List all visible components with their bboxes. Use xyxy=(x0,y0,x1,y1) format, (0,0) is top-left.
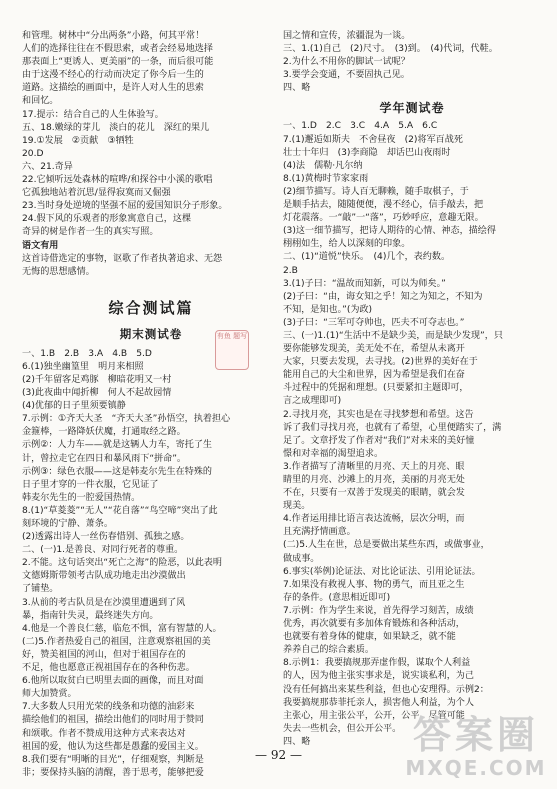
answer-line: 17.提示：结合自己的人生体验写。 xyxy=(22,109,164,120)
answer-line: 无悔的思想感情。 xyxy=(22,266,95,277)
answer-line: (4)优郁的日子里须要镇静 xyxy=(22,401,126,412)
watermark-text: 答案圈 xyxy=(412,713,539,757)
answer-line: 没有任何搞出来某些利益，但也心安理得。示例2： xyxy=(283,684,489,695)
answer-line: 8.示例1：我要搞规那弄虚作假，谋取个人利益 xyxy=(283,658,471,669)
answer-line: 四、略 xyxy=(283,736,311,747)
answer-line: 一、1.D 2.C 3.C 4.A 5.A 6.C xyxy=(283,121,438,132)
answer-line: 19.①发展 ②贡献 ③牺牲 xyxy=(22,135,134,146)
answer-line: (二)5.作者热爱自己的祖国，注意观察祖国的美 xyxy=(22,636,211,647)
answer-line: 灯花震落。一“敲”一“落”，巧妙呼应，意趣无限。 xyxy=(283,213,484,224)
answer-line: 6.(1)独坐幽篁里 明月来相照 xyxy=(22,361,144,372)
answer-line: 文德姆斯带领考古队成功地走出沙漠做出 xyxy=(22,571,186,582)
answer-line: 奇异的树是作者一生的真实写照。 xyxy=(22,227,159,238)
answer-line: 壮士十年归 (3)李商隐 却话巴山夜雨时 xyxy=(283,147,451,158)
answer-line: (2)子曰：“由，诲女知之乎！知之为知之，不知为 xyxy=(283,291,483,302)
answer-line: 国之情和宣传，浓疆混为一谈。 xyxy=(283,31,411,41)
answer-line: 2.寻找月亮，其实也是在寻找梦想和希望。这告 xyxy=(283,409,474,420)
answer-line: 和回忆。 xyxy=(22,96,59,107)
answer-line: 这首诗借选定的事物，讴歌了作者执著追求、无怨 xyxy=(22,253,223,264)
answer-line: 非；要保持头脑的清醒，善于思考，能够把爱 xyxy=(22,767,204,778)
answer-line: 能用自己的大尘和世界，因为希望是我们在奋 xyxy=(283,370,465,381)
answer-line: 四、略 xyxy=(283,83,311,94)
answer-line: 日子里才穿的一件衣服，它见证了 xyxy=(22,479,159,490)
answer-line: 师大加赞赏。 xyxy=(22,689,77,700)
answer-line: 和管理。树林中“分出两条”小路，何其平常！ xyxy=(22,31,205,41)
answer-line: 6.事实(举例)论证法、对比论证法、引用论证法。 xyxy=(283,566,481,577)
answer-line: 不知，是知也。”(为政) xyxy=(283,304,373,315)
answer-line: 和颂歌。作者不赞成用这种方式来表达对 xyxy=(22,728,186,739)
answer-line: (2)透露出诗人一丝伤春惜别、孤独之感。 xyxy=(22,532,190,543)
answer-line: 憬和对幸福的渴望追求。 xyxy=(283,448,384,459)
answer-line: 3.作者描写了清晰里的月亮、天上的月亮、眼 xyxy=(283,461,465,472)
answer-line: (2)细节描写。诗人百无聊赖，随手取棋子，于 xyxy=(283,186,469,197)
answer-line: 4.他是一个善良仁慈，临危不惧，富有智慧的人。 xyxy=(22,623,222,634)
answer-line: 韩麦尔先生的一腔爱国热情。 xyxy=(22,492,141,503)
heading-qimo-ceshijuan: 期末测试卷 xyxy=(119,326,183,341)
answer-line: 做成事。 xyxy=(283,553,320,564)
answer-line: 8.(1)“草菱菱”“无人”“花自落”“鸟空啼”突出了此 xyxy=(22,505,218,516)
answer-line: 6.他所以取贫白已明里去面的画像，而且对面 xyxy=(22,676,204,687)
answer-line: 22.它倾听远处森林的喧哗/和探谷中小溪的歌唱 xyxy=(22,175,213,186)
answer-line: 7.(1)邂逅如斯夫 不舍昼夜 (2)将军百战死 xyxy=(283,134,463,145)
answer-line: 失去一些机会，但公开公平。 xyxy=(283,723,402,734)
answer-line: 我要搞规那恭菲托亲人，损害他人利益，为个人 xyxy=(283,697,474,708)
answer-line: (4)法 儒勒·凡尔纳 xyxy=(283,160,363,171)
right-column xyxy=(283,30,541,749)
answer-line: 描绘他们的祖国，描绘出他们的同时用于赞同 xyxy=(22,715,204,726)
answer-line: 斗过程中的凭据和理想。(只要紧扣主题即可， xyxy=(283,383,469,394)
answer-line: (2)千年留客足鸡豚 柳暗花明又一村 xyxy=(22,374,172,385)
answer-line: 且充满抒情画意。 xyxy=(283,527,356,538)
answer-line: 不足，他也愿意正视祖国存在的各种伤悲。 xyxy=(22,663,195,674)
answer-line: 二、(一)1.是善良、对同行死者的尊重。 xyxy=(22,545,184,556)
answer-line: 睛里的月亮、沙滩上的月亮，美丽的月亮无处 xyxy=(283,475,465,485)
answer-line: 7.示例：①齐天大圣 “齐天大圣”孙悟空，执着担心 xyxy=(22,414,231,425)
answer-line: 示例③：绿色衣服——这是韩麦尔先生在特殊的 xyxy=(22,466,213,477)
watermark-url: MXQE.COM xyxy=(405,756,547,780)
answer-line: 栩栩如生，给人以深刻的印象。 xyxy=(283,239,411,250)
answer-line: 7.示例：作为学生来说，首先得学习刻苦，成绩 xyxy=(283,605,474,616)
answer-line: 养养自己的综合素质。 xyxy=(283,645,374,656)
left-top-answers xyxy=(22,30,280,240)
answer-line: 大家，只要去发现，去寻找。(2)世界的美好在于 xyxy=(283,357,478,368)
section-label-yuwen-youyong: 语文有用 xyxy=(22,240,59,251)
answer-line: 优秀，再次就要有多加体育锻炼和各种活动， xyxy=(283,619,465,630)
answer-line: 三、(一)1.(1)“生活中不是缺少美，而是缺少发现”，只 xyxy=(283,330,503,341)
answer-line: 不在，只要有一双善于发现美的眼睛，就会发 xyxy=(283,488,465,499)
answer-line: 23.当时身处逆境的坚强不屈的爱国知识分子形象。 xyxy=(22,201,228,212)
answer-line: 7.大多数人只用光荣的线条和功德的油彩来 xyxy=(22,702,195,713)
answer-line: 的人，因为他主张实事求是，说实谈私利，为己 xyxy=(283,671,474,682)
answer-line: 刻环境的宁静、萧条。 xyxy=(22,519,113,529)
school-year-exam-answers xyxy=(283,120,541,749)
answer-line: 8.(1)黄梅时节家家雨 xyxy=(283,173,369,184)
final-exam-answers xyxy=(22,348,280,780)
answer-line: 7.如果没有救视人事、物的勇气，而且亚之生 xyxy=(283,579,465,590)
answer-line: 祖国的爱，他认为这些都是愚蠢的爱国主义。 xyxy=(22,741,204,752)
red-seal-stamp: 有鱼 题写 xyxy=(215,330,249,370)
heading-xuenian-ceshijuan: 学年测试卷 xyxy=(379,101,445,116)
answer-line: 现美。 xyxy=(283,501,311,512)
answer-line: 20.D xyxy=(22,148,44,159)
answer-line: 3.(1)子曰：“温故而知新，可以为师矣。” xyxy=(283,278,446,289)
answer-line: 道路。这描绘的画面中，是许人对人生的思索 xyxy=(22,83,204,94)
watermark-logo xyxy=(401,713,551,781)
answer-line: 五、18.嫩绿的芽儿 淡白的花儿 深红的果儿 xyxy=(22,122,210,133)
answer-line: 3.从前的考古队员是在沙漠里遭遇到了风 xyxy=(22,597,186,608)
answer-line: 2.为什么不用你的脚试一试呢？ xyxy=(283,57,410,68)
heading-zonghe-ceshi: 综合测试篇 xyxy=(108,298,194,317)
answer-line: 了铺垫。 xyxy=(22,584,59,595)
answer-line: 好，赞美祖国的河山，但对于祖国存在的 xyxy=(22,649,186,660)
answer-line: (3)子曰：“三军可夺帅也，匹夫不可夺志也。” xyxy=(283,317,465,328)
answer-line: 人们的选择往往在不假思索，或者会经易地选择 xyxy=(22,44,213,55)
answer-line: 一、1.B 2.B 3.A 4.B 5.D xyxy=(22,348,152,359)
answer-line: (3)此夜曲中闻折柳 何人不起故园情 xyxy=(22,388,172,399)
answer-line: (二)5.人生在世，总是要做出某些东西，或做事业， xyxy=(283,540,490,551)
answer-line: 那表面上“更诱人、更美丽”的一条，而后很可能 xyxy=(22,57,214,68)
answer-line: 3.要学会变通，不要固执己见。 xyxy=(283,70,410,81)
answer-line: 是顺手拈去，随随便便，漫不经心，信手敲去，把 xyxy=(283,200,484,211)
answer-line: 言之成理即可) xyxy=(283,396,342,407)
answer-line: 金箍棒，一路降妖伏魔，打通取经之路。 xyxy=(22,427,186,438)
answer-line: 诉了我们寻找月亮，也就有了希望，心里便踏实了，满 xyxy=(283,422,502,433)
answer-line: (3)这一细节描写，把诗人期待的心情、神态，描绘得 xyxy=(283,226,496,237)
answer-line: 2.B xyxy=(283,265,298,276)
answer-line: 由于这漫不经心的行动而决定了你今后一生的 xyxy=(22,70,204,81)
answer-line: 三、1.(1)自己 (2)尺寸。 (3)到。 (4)代词，代鞋。 xyxy=(283,44,498,55)
answer-line: 示例②：人力车——就是这辆人力车，寄托了生 xyxy=(22,440,213,451)
answer-line: 暴，指南针失灵，最终迷失方向。 xyxy=(22,610,159,621)
answer-line: 4.作者运用排比语言表达流畅，层次分明，而 xyxy=(283,514,465,525)
answer-line: 存的条件。(意思相近即可) xyxy=(283,592,391,603)
answer-line: 24.假下风的乐观者的形象寓意自己，这棵 xyxy=(22,214,192,225)
answer-line: 也就要有着身体的健康，如果缺乏，就不能 xyxy=(283,632,456,643)
answer-line: 计，曾拉走它在四日和暴风雨下“拼命”。 xyxy=(22,453,187,464)
answer-line: 8.我们要有“明晰的目光”，仔细观察，判断是 xyxy=(22,754,204,765)
answer-line: 二、(1)“道悦”快乐。 (4)几个，表约数。 xyxy=(283,252,451,263)
answer-line: 主张心，用主张公平，公开，公平，尽管可能 xyxy=(283,710,465,721)
answer-line: 2.不能。这句话突出“死亡之海”的险恶，以此表明 xyxy=(22,558,222,569)
right-top-answers xyxy=(283,30,541,95)
left-column xyxy=(22,30,280,780)
answer-line: 六、21.奇异 xyxy=(22,161,73,172)
answer-line: 足了。文章抒发了作者对“我们”对未来的美好憧 xyxy=(283,435,475,446)
yuwen-youyong-answers xyxy=(22,253,280,279)
answer-line: 要你能够发现美，美无处不在，希望从未离开 xyxy=(283,344,465,355)
answer-line: 它孤独地站着沉思/显得寂寞而又倔强 xyxy=(22,188,171,199)
page-number: — 92 — xyxy=(255,748,302,762)
